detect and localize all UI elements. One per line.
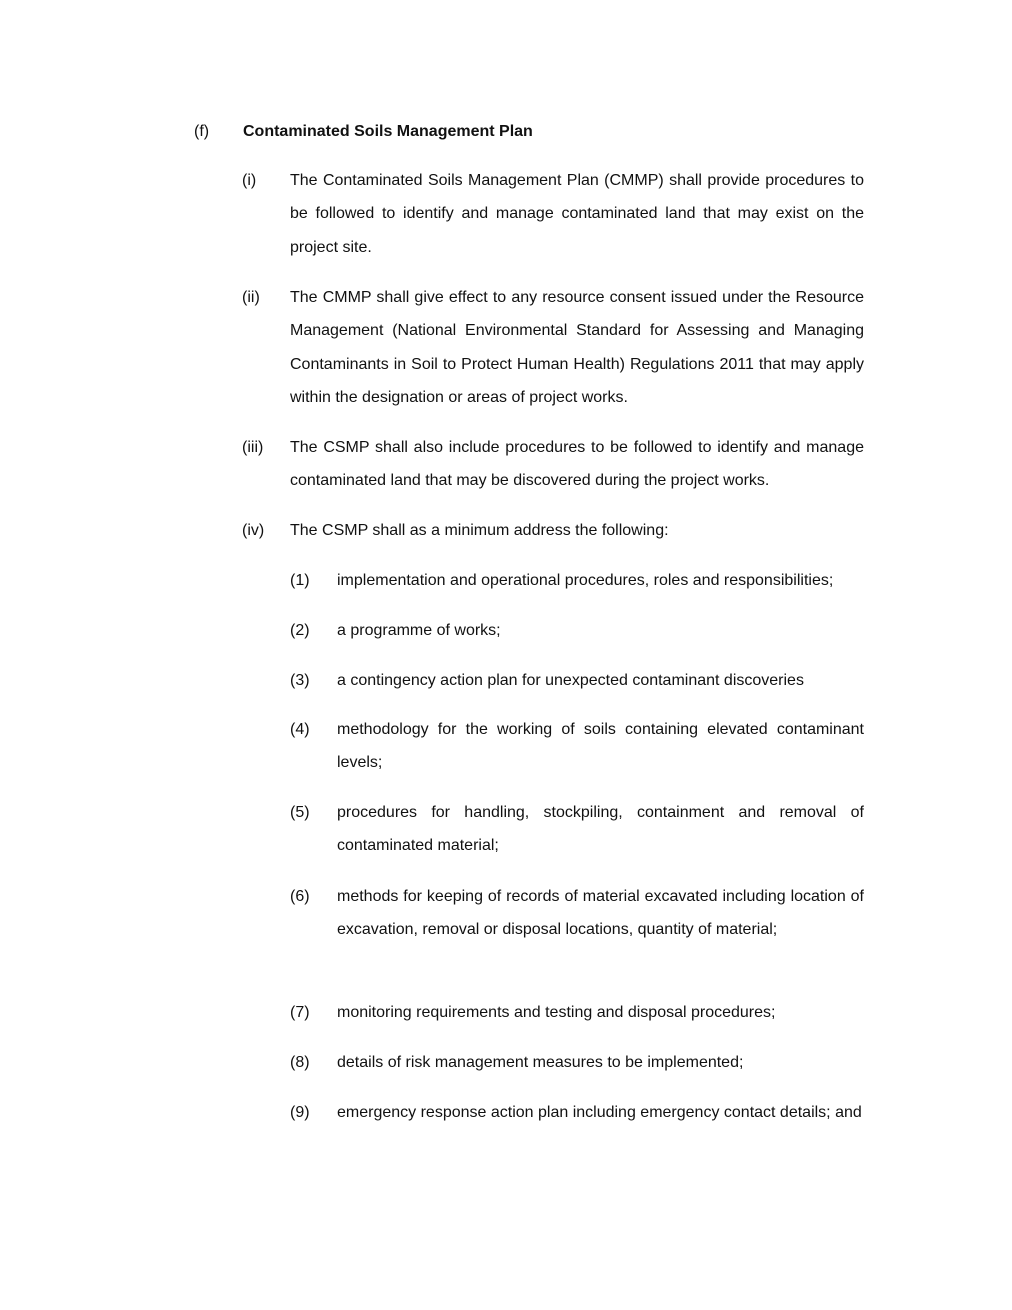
subitem-number: (1) xyxy=(290,572,310,589)
subitem-text: a programme of works; xyxy=(337,622,501,639)
section-heading xyxy=(194,120,894,144)
clause-number: (iii) xyxy=(242,439,264,456)
subitem-number: (7) xyxy=(290,1004,310,1021)
subitem-text: a contingency action plan for unexpected contaminant discoveries xyxy=(337,672,804,689)
subitem-text: monitoring requirements and testing and disposal procedures; xyxy=(337,1004,776,1021)
clause-number: (iv) xyxy=(242,522,265,539)
subitem-number: (8) xyxy=(290,1054,310,1071)
subitem-text: methods for keeping of records of material excavated including location of excavation, removal or disposal locations, quantity of material; xyxy=(337,888,864,939)
subitem-text: details of risk management measures to be implemented; xyxy=(337,1054,744,1071)
subitem-text: procedures for handling, stockpiling, containment and removal of contaminated material; xyxy=(337,804,864,855)
subitem-text: emergency response action plan including emergency contact details; and xyxy=(337,1104,862,1121)
subitem-number: (5) xyxy=(290,804,310,821)
subitem-text: methodology for the working of soils containing elevated contaminant levels; xyxy=(337,721,864,772)
subitem-number: (3) xyxy=(290,672,310,689)
clause-text: The CSMP shall also include procedures to be followed to identify and manage contaminated land that may be discovered during the project works. xyxy=(290,439,864,490)
clause-text: The Contaminated Soils Management Plan (CMMP) shall provide procedures to be followed to identify and manage contaminated land that may exist on the project site. xyxy=(290,172,864,256)
clause-number: (i) xyxy=(242,172,257,189)
section-number: (f) xyxy=(194,123,210,140)
subitem-number: (6) xyxy=(290,888,310,905)
clause-number: (ii) xyxy=(242,289,260,306)
subitem-number: (9) xyxy=(290,1104,310,1121)
clause-text: The CMMP shall give effect to any resource consent issued under the Resource Management (National Environmental Standard for Assessing and Managing Contaminants in Soil to Protect Human Health) Regulations 2011 that may apply within the designation or areas of project works. xyxy=(290,289,864,407)
clause-text: The CSMP shall as a minimum address the following: xyxy=(290,522,669,539)
subitem-number: (4) xyxy=(290,721,310,738)
subitem-number: (2) xyxy=(290,622,310,639)
section-title: Contaminated Soils Management Plan xyxy=(243,123,533,140)
subitem-text: implementation and operational procedures, roles and responsibilities; xyxy=(337,572,834,589)
